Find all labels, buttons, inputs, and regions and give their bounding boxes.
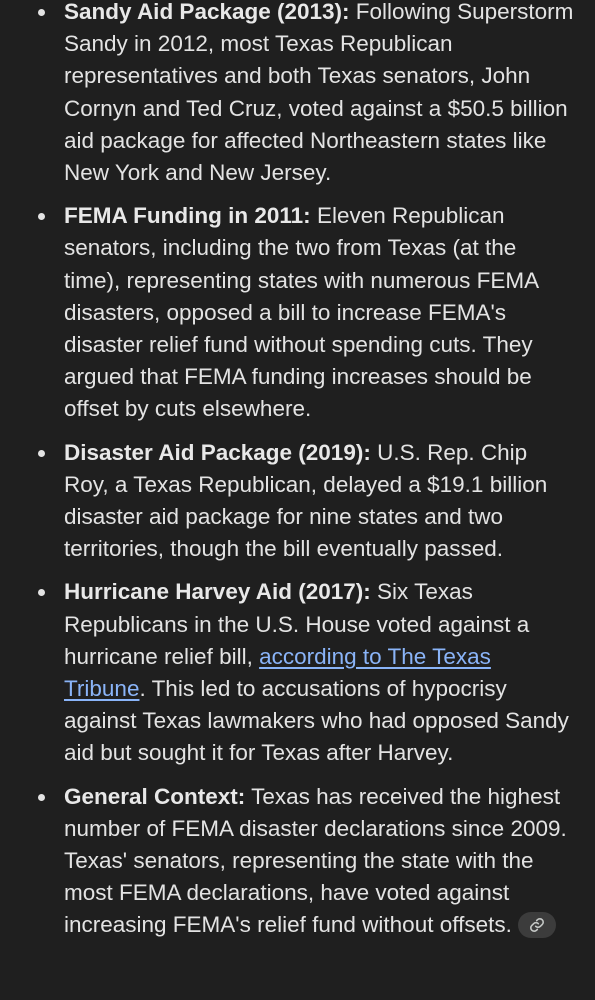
bullet-dot: [38, 450, 45, 457]
item-text-after: . This led to accusations of hypocrisy against Texas lawmakers who had opposed Sandy aid but sought it for Texas after Harvey.: [64, 676, 569, 766]
item-label: FEMA Funding in 2011:: [64, 203, 311, 229]
item-text: Texas has received the highest number of FEMA disaster declarations since 2009. Texas' senators, representing the state with the most FEMA declarations, have voted against increasing FEMA's relief fund without offsets.: [64, 783, 567, 938]
bullet-dot: [38, 589, 45, 596]
item-label: Sandy Aid Package (2013):: [64, 0, 350, 24]
texas-tribune-link[interactable]: according to The Texas Tribune: [64, 643, 491, 702]
list-item-sandy-aid: [0, 0, 595, 189]
item-text: U.S. Rep. Chip Roy, a Texas Republican, delayed a $19.1 billion disaster aid package for nine states and two territories, though the bill eventually passed.: [64, 439, 548, 562]
item-label: General Context:: [64, 783, 246, 809]
source-link-chip[interactable]: [518, 912, 556, 938]
item-text: Eleven Republican senators, including the two from Texas (at the time), representing states with numerous FEMA disasters, opposed a bill to increase FEMA's disaster relief fund without spending cuts. They argued that FEMA funding increases should be offset by cuts elsewhere.: [64, 203, 538, 422]
list-item-general-context: [0, 781, 595, 942]
list-item-harvey-aid: [0, 576, 595, 769]
bullet-dot: [38, 9, 45, 16]
item-label: Disaster Aid Package (2019):: [64, 439, 371, 465]
list-item-fema-funding: [0, 200, 595, 425]
item-text: Following Superstorm Sandy in 2012, most Texas Republican representatives and both Texas senators, John Cornyn and Ted Cruz, voted against a $50.5 billion aid package for affected Northeastern states like New York and New Jersey.: [64, 0, 574, 186]
bullet-dot: [38, 213, 45, 220]
list-item-disaster-aid: [0, 437, 595, 566]
link-icon: [529, 917, 545, 933]
bullet-dot: [38, 794, 45, 801]
item-label: Hurricane Harvey Aid (2017):: [64, 579, 371, 605]
item-text-before: Six Texas Republicans in the U.S. House voted against a hurricane relief bill,: [64, 579, 530, 669]
